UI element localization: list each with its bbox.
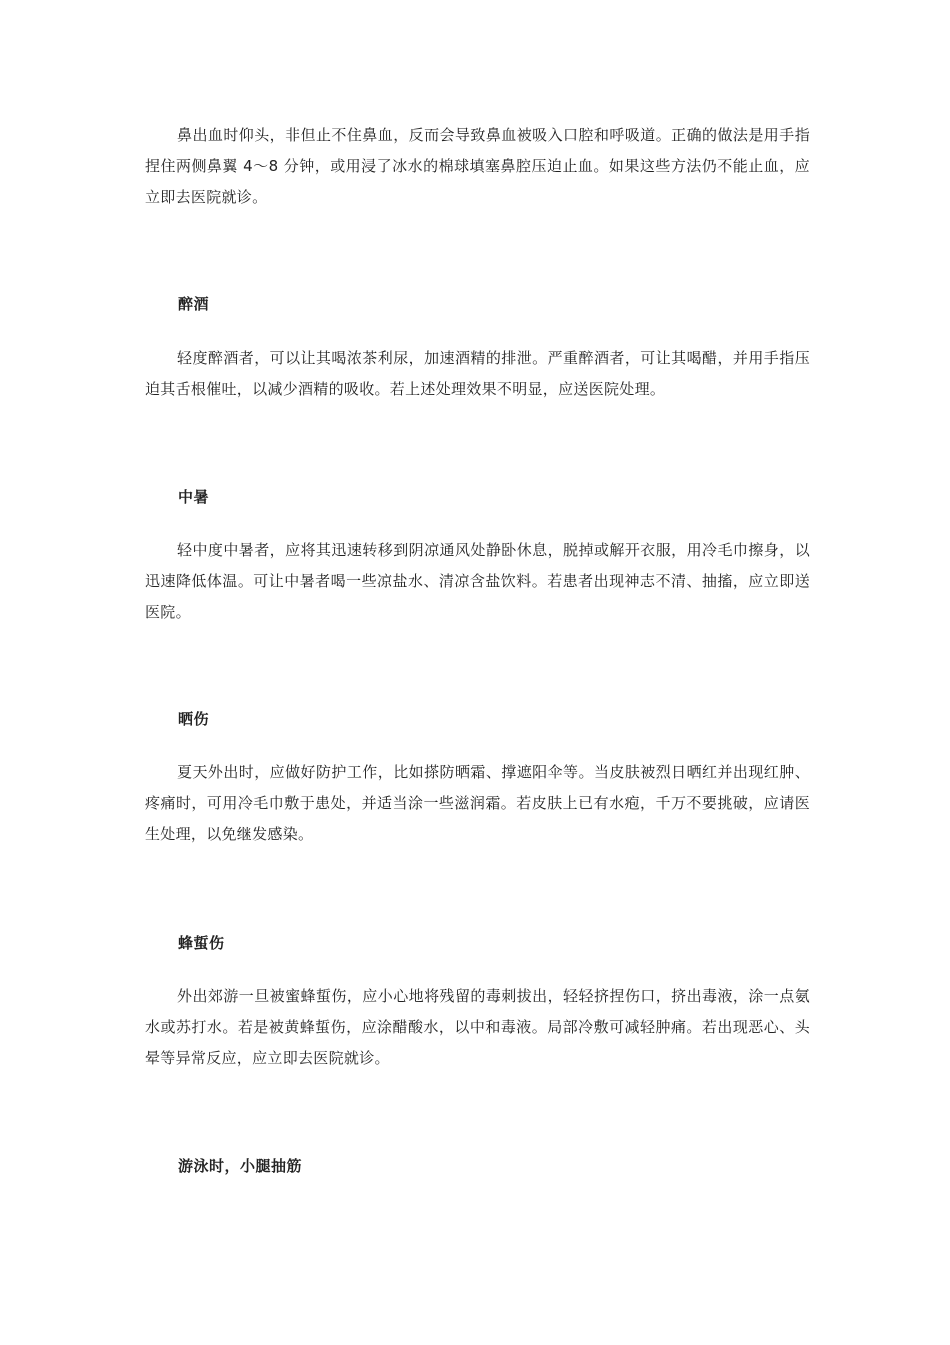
drunkenness-heading: 醉酒 <box>178 295 210 313</box>
heatstroke-heading: 中暑 <box>178 488 210 506</box>
drunkenness-paragraph: 轻度醉酒者，可以让其喝浓茶利尿，加速酒精的排泄。严重醉酒者，可让其喝醋，并用手指压迫其舌根催吐，以减少酒精的吸收。若上述处理效果不明显，应送医院处理。 <box>145 349 810 398</box>
sunburn-heading: 晒伤 <box>178 710 210 728</box>
nosebleed-paragraph: 鼻出血时仰头，非但止不住鼻血，反而会导致鼻血被吸入口腔和呼吸道。正确的做法是用手指捏住两侧鼻翼 4～8 分钟，或用浸了冰水的棉球填塞鼻腔压迫止血。如果这些方法仍不能止血，应立即去医院就诊。 <box>145 126 810 206</box>
swimming-cramp-heading: 游泳时，小腿抽筋 <box>178 1157 303 1175</box>
sunburn-paragraph: 夏天外出时，应做好防护工作，比如搽防晒霜、撑遮阳伞等。当皮肤被烈日晒红并出现红肿、疼痛时，可用冷毛巾敷于患处，并适当涂一些滋润霜。若皮肤上已有水疱，千万不要挑破，应请医生处理，以免继发感染。 <box>145 763 810 843</box>
heatstroke-paragraph: 轻中度中暑者，应将其迅速转移到阴凉通风处静卧休息，脱掉或解开衣服，用冷毛巾擦身，以迅速降低体温。可让中暑者喝一些凉盐水、清凉含盐饮料。若患者出现神志不清、抽搐，应立即送医院。 <box>145 541 810 621</box>
bee-sting-paragraph: 外出郊游一旦被蜜蜂蜇伤，应小心地将残留的毒刺拔出，轻轻挤捏伤口，挤出毒液，涂一点氨水或苏打水。若是被黄蜂蜇伤，应涂醋酸水，以中和毒液。局部冷敷可减轻肿痛。若出现恶心、头晕等异常反应，应立即去医院就诊。 <box>145 987 810 1067</box>
bee-sting-heading: 蜂蜇伤 <box>178 934 225 952</box>
